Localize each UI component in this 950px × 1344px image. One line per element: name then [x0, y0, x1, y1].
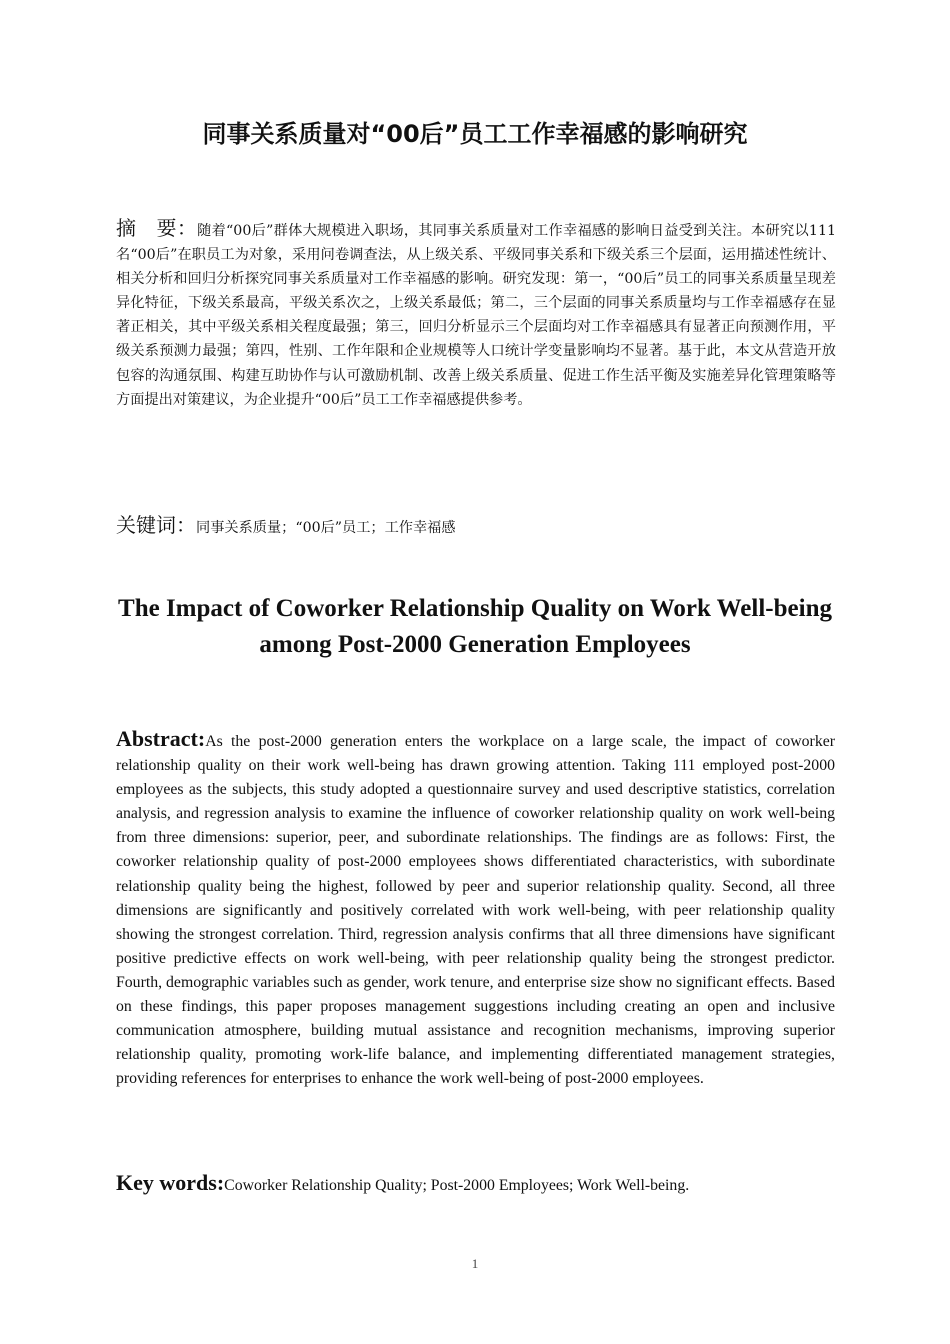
- chinese-abstract-text: 随着“00后”群体大规模进入职场，其同事关系质量对工作幸福感的影响日益受到关注。本研究以111名“00后”在职员工为对象，采用问卷调查法，从上级关系、平级同事关系和下级关系三个层面，运用描述性统计、相关分析和回归分析探究同事关系质量对工作幸福感的影响。研究发现：第一，“00后”员工的同事关系质量呈现差异化特征，下级关系最高，平级关系次之，上级关系最低；第二，三个层面的同事关系质量均与工作幸福感存在显著正相关，其中平级关系相关程度最强；第三，回归分析显示三个层面均对工作幸福感具有显著正向预测作用，平级关系预测力最强；第四，性别、工作年限和企业规模等人口统计学变量影响均不显著。基于此，本文从营造开放包容的沟通氛围、构建互助协作与认可激励机制、改善上级关系质量、促进工作生活平衡及实施差异化管理策略等方面提出对策建议，为企业提升“00后”员工工作幸福感提供参考。: [116, 223, 836, 408]
- chinese-title: 同事关系质量对“00后”员工工作幸福感的影响研究: [202, 120, 748, 148]
- english-keywords: [116, 1168, 836, 1201]
- chinese-abstract-label: 摘 要：: [116, 216, 198, 240]
- english-abstract-label: Abstract:: [116, 726, 206, 751]
- english-keywords-label: Key words:: [116, 1170, 225, 1195]
- chinese-keywords: [116, 511, 836, 542]
- page-number: 1: [471, 1256, 479, 1271]
- chinese-abstract: [116, 216, 836, 412]
- english-keywords-text: Coworker Relationship Quality; Post-2000 Employees; Work Well-being.: [224, 1177, 690, 1194]
- english-title: The Impact of Coworker Relationship Quality on Work Well-being among Post-2000 Generation Employees: [118, 595, 832, 658]
- chinese-keywords-text: 同事关系质量；“00后”员工；工作幸福感: [196, 520, 456, 536]
- chinese-keywords-label: 关键词：: [116, 513, 196, 537]
- english-abstract-text: As the post-2000 generation enters the workplace on a large scale, the impact of coworker relationship quality on their work well-being has drawn growing attention. Taking 111 employed post-2000 employees as the subjects, this study adopted a questionnaire survey and used descriptive statistics, correlation analysis, and regression analysis to examine the influence of coworker relationship quality on work well-being from three dimensions: superior, peer, and subordinate relationships. The findings are as follows: First, the coworker relationship quality of post-2000 employees shows differentiated characteristics, with subordinate relationship quality being the highest, followed by peer and superior relationship quality. Second, all three dimensions are significantly and positively correlated with work well-being, with peer relationship quality showing the strongest correlation. Third, regression analysis confirms that all three dimensions have significant positive predictive effects on work well-being, with peer relationship quality being the strongest predictor. Fourth, demographic variables such as gender, work tenure, and enterprise size show no significant effects. Based on these findings, this paper proposes management suggestions including creating an open and inclusive communication atmosphere, building mutual assistance and recognition mechanisms, improving superior relationship quality, promoting work-life balance, and implementing differentiated management strategies, providing references for enterprises to enhance the work well-being of post-2000 employees.: [116, 733, 835, 1088]
- english-abstract: [116, 727, 835, 1091]
